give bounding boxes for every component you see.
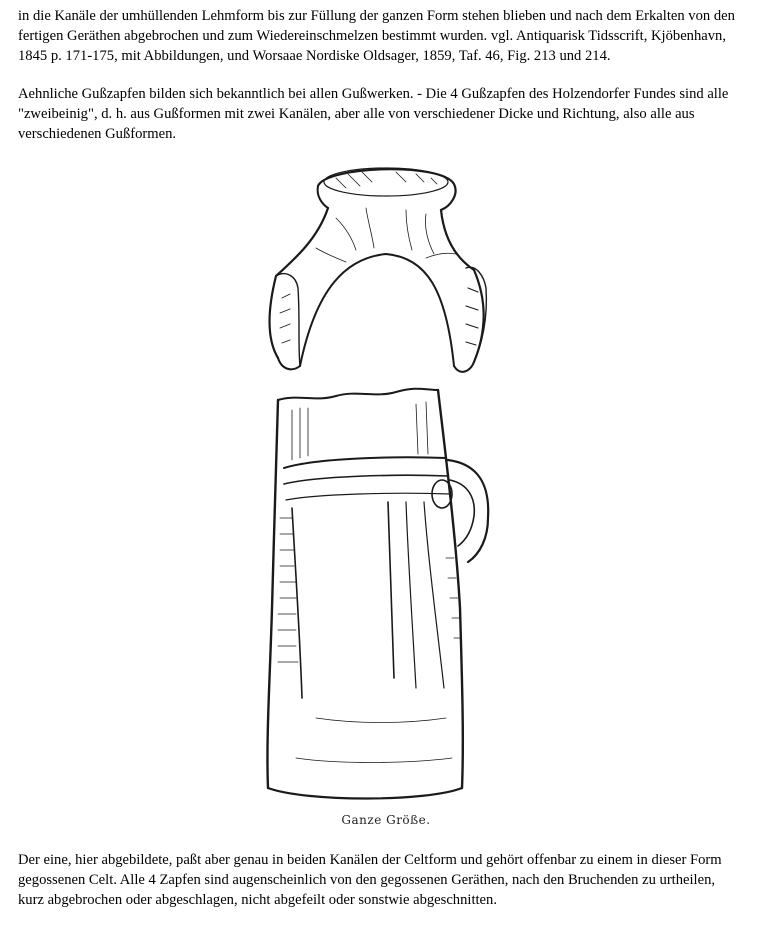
casting-sprue-illustration: [256, 158, 516, 808]
celt-mould-drawing: [267, 389, 488, 799]
paragraph-1: in die Kanäle der umhüllenden Lehmform bis zur Füllung der ganzen Form stehen blieben und nach dem Erkalten von den fertigen Geräthen abgebrochen und zum Wiedereinschmelzen bestimmt wurden. vgl. Antiquarisk Tidsscrift, Kjöbenhavn, 1845 p. 171-175, mit Abbildungen, und Worsaae Nordiske Oldsager, 1859, Taf. 46, Fig. 213 und 214.: [18, 8, 735, 64]
paragraph-2: Aehnliche Gußzapfen bilden sich bekanntlich bei allen Gußwerken. - Die 4 Gußzapfen des Holzendorfer Fundes sind alle "zweibeinig", d. h. aus Gußformen mit zwei Kanälen, aber alle von verschiedener Dicke und Richtung, also alle aus verschiedenen Gußformen.: [18, 86, 729, 142]
figure-caption: Ganze Größe.: [341, 813, 431, 827]
illustration-figure: [256, 158, 516, 838]
casting-sprue-drawing: [270, 168, 487, 372]
paragraph-3: Der eine, hier abgebildete, paßt aber genau in beiden Kanälen der Celtform und gehört offenbar zu einem in dieser Form gegossenen Celt. Alle 4 Zapfen sind augenscheinlich von den gegossenen Geräthen, nach den Bruchenden zu urtheilen, kurz abgebrochen oder abgeschlagen, nicht abgefeilt oder sonstwie abgeschnitten.: [18, 852, 722, 908]
